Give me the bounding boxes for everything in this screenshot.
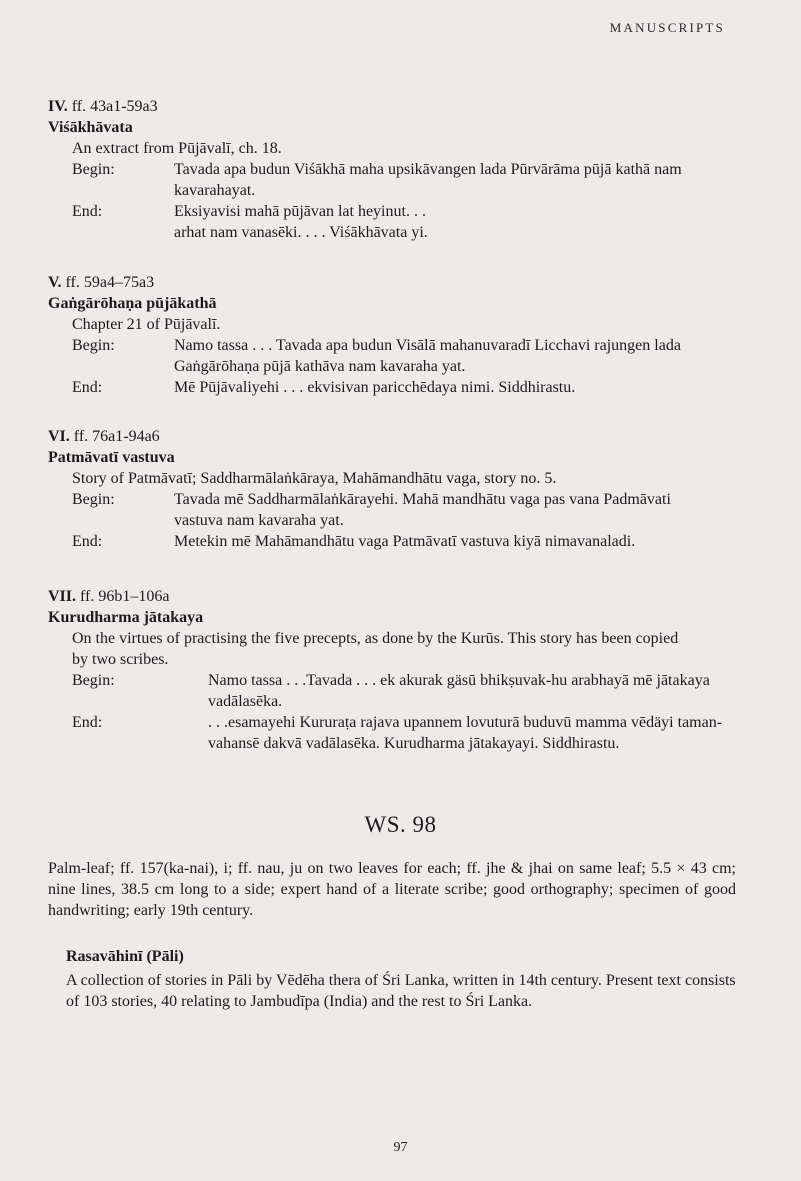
end-line: . . .esamayehi Kururaṭa rajava upannem lovuturā buduvū mamma vēdäyi taman- xyxy=(208,714,723,731)
entry-vi xyxy=(48,426,738,552)
manuscript-heading: WS. 98 xyxy=(364,812,437,837)
begin-line: vastuva nam kavaraha yat. xyxy=(174,512,344,529)
begin-label: Begin: xyxy=(72,161,115,178)
end-row xyxy=(72,712,738,754)
end-line: Metekin mē Mahāmandhātu vaga Patmāvatī vastuva kiyā nimavanaladi. xyxy=(174,533,636,550)
begin-line: Namo tassa . . .Tavada . . . ek akurak gäsū bhikṣuvak-hu arabhayā mē jātakaya xyxy=(208,672,710,689)
end-label: End: xyxy=(72,533,103,550)
folio-range: ff. 43a1-59a3 xyxy=(71,98,158,115)
entry-number: VII. xyxy=(48,588,77,605)
text-description: A collection of stories in Pāli by Vēdēha thera of Śri Lanka, written in 14th century. Present text consists of 103 stories, 40 relating to Jambudīpa (India) and the rest to Śri Lanka. xyxy=(66,972,736,1010)
begin-row xyxy=(72,335,738,377)
entry-vii xyxy=(48,586,738,754)
page-number: 97 xyxy=(393,1140,408,1155)
begin-line: vadālasēka. xyxy=(208,693,283,710)
end-label: End: xyxy=(72,379,103,396)
end-line: Mē Pūjāvaliyehi . . . ekvisivan paricchēdaya nimi. Siddhirastu. xyxy=(174,379,576,396)
text-title: Rasavāhinī (Pāli) xyxy=(66,948,184,965)
entry-description: On the virtues of practising the five precepts, as done by the Kurūs. This story has been copied xyxy=(72,630,679,647)
begin-line: Tavada mē Saddharmālaṅkārayehi. Mahā mandhātu vaga pas vana Padmāvati xyxy=(174,491,671,508)
entry-title: Kurudharma jātakaya xyxy=(48,609,204,626)
entry-description: An extract from Pūjāvalī, ch. 18. xyxy=(72,140,282,157)
end-line: vahansē dakvā vadālasēka. Kurudharma jātakayayi. Siddhirastu. xyxy=(208,735,620,752)
entry-iv xyxy=(48,96,738,243)
begin-label: Begin: xyxy=(72,491,115,508)
folio-range: ff. 96b1–106a xyxy=(80,588,170,605)
begin-line: kavarahayat. xyxy=(174,182,256,199)
begin-label: Begin: xyxy=(72,672,115,689)
entry-description-cont: by two scribes. xyxy=(72,651,169,668)
manuscript-description: Palm-leaf; ff. 157(ka-nai), i; ff. nau, ju on two leaves for each; ff. jhe & jhai on same leaf; 5.5 × 43 cm; nine lines, 38.5 cm long to a side; expert hand of a literate scribe; good orthography; specimen of good handwriting; early 19th century. xyxy=(48,860,736,919)
entry-number: VI. xyxy=(48,428,70,445)
running-header: MANUSCRIPTS xyxy=(609,20,725,35)
entry-title: Viśākhāvata xyxy=(48,119,133,136)
end-line: arhat nam vanasēki. . . . Viśākhāvata yi. xyxy=(174,224,428,241)
begin-line: Gaṅgārōhaṇa pūjā kathāva nam kavaraha yat. xyxy=(174,358,466,375)
entry-v xyxy=(48,272,738,398)
entry-description: Chapter 21 of Pūjāvalī. xyxy=(72,316,221,333)
entry-number: V. xyxy=(48,274,62,291)
entry-title: Gaṅgārōhaṇa pūjākathā xyxy=(48,295,217,312)
end-row xyxy=(72,531,738,552)
begin-row xyxy=(72,159,738,201)
entry-title: Patmāvatī vastuva xyxy=(48,449,175,466)
begin-row xyxy=(72,670,738,712)
end-line: Eksiyavisi mahā pūjāvan lat heyinut. . . xyxy=(174,203,426,220)
begin-line: Namo tassa . . . Tavada apa budun Visālā mahanuvaradī Licchavi rajungen lada xyxy=(174,337,681,354)
end-row xyxy=(72,377,738,398)
entry-description: Story of Patmāvatī; Saddharmālaṅkāraya, Mahāmandhātu vaga, story no. 5. xyxy=(72,470,557,487)
begin-line: Tavada apa budun Viśākhā maha upsikāvangen lada Pūrvārāma pūjā kathā nam xyxy=(174,161,682,178)
folio-range: ff. 59a4–75a3 xyxy=(65,274,155,291)
end-row xyxy=(72,201,738,243)
begin-row xyxy=(72,489,738,531)
end-label: End: xyxy=(72,714,103,731)
end-label: End: xyxy=(72,203,103,220)
entry-number: IV. xyxy=(48,98,68,115)
folio-range: ff. 76a1-94a6 xyxy=(73,428,160,445)
begin-label: Begin: xyxy=(72,337,115,354)
